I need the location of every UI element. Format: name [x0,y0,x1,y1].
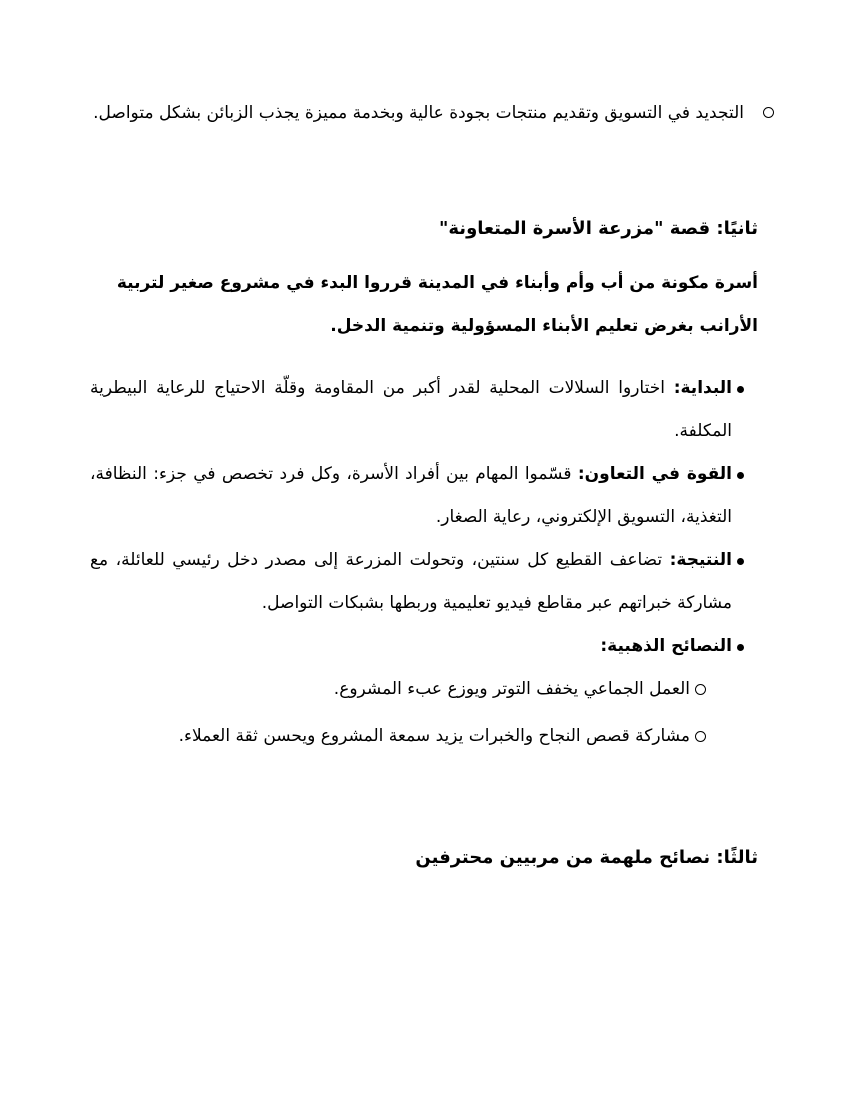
bullet-item-result [90,539,758,625]
bullet-list [90,367,758,758]
sub-list-item [90,92,758,135]
document-content [90,88,758,873]
section-intro-paragraph: أسرة مكونة من أب وأم وأبناء في المدينة قرروا البدء في مشروع صغير لتربية الأرانب بغرض تعليم الأبناء المسؤولية وتنمية الدخل. [116,273,758,336]
hollow-circle-bullet-icon [763,107,774,118]
sub-list-item-text: التجديد في التسويق وتقديم منتجات بجودة عالية وبخدمة مميزة يجذب الزبائن بشكل متواصل. [93,103,744,123]
hollow-circle-bullet-icon [695,684,706,695]
bullet-dot-icon [737,558,744,565]
bullet-item-golden-tips [90,625,758,668]
bullet-label: النتيجة: [669,550,732,570]
bullet-text: تضاعف القطيع كل سنتين، وتحولت المزرعة إلى مصدر دخل رئيسي للعائلة، مع مشاركة خبراتهم عبر مقاطع فيديو تعليمية وربطها بشبكات التواصل. [90,550,732,613]
bullet-label: النصائح الذهبية: [600,636,732,656]
bullet-label: القوة في التعاون: [577,464,733,484]
golden-tip-text: العمل الجماعي يخفف التوتر ويوزع عبء المشروع. [333,679,690,699]
bullet-label: البداية: [673,378,732,398]
bullet-dot-icon [737,472,744,479]
bullet-dot-icon [737,386,744,393]
bullet-item-cooperation [90,453,758,539]
bullet-text: اختاروا السلالات المحلية لقدر أكبر من المقاومة وقلّة الاحتياج للرعاية البيطرية المكلفة. [90,378,732,441]
golden-tip-item [90,668,758,711]
bullet-text: قسّموا المهام بين أفراد الأسرة، وكل فرد تخصص في جزء: النظافة، التغذية، التسويق الإلكتروني، رعاية الصغار. [90,464,732,527]
section-heading-two: ثانيًا: قصة "مزرعة الأسرة المتعاونة" [439,218,758,239]
section-heading-three: ثالثًا: نصائح ملهمة من مربيين محترفين [415,847,758,868]
bullet-item-start [90,367,758,453]
golden-tip-item [90,715,758,758]
golden-tip-text: مشاركة قصص النجاح والخبرات يزيد سمعة المشروع ويحسن ثقة العملاء. [178,726,690,746]
hollow-circle-bullet-icon [695,731,706,742]
bullet-dot-icon [737,644,744,651]
